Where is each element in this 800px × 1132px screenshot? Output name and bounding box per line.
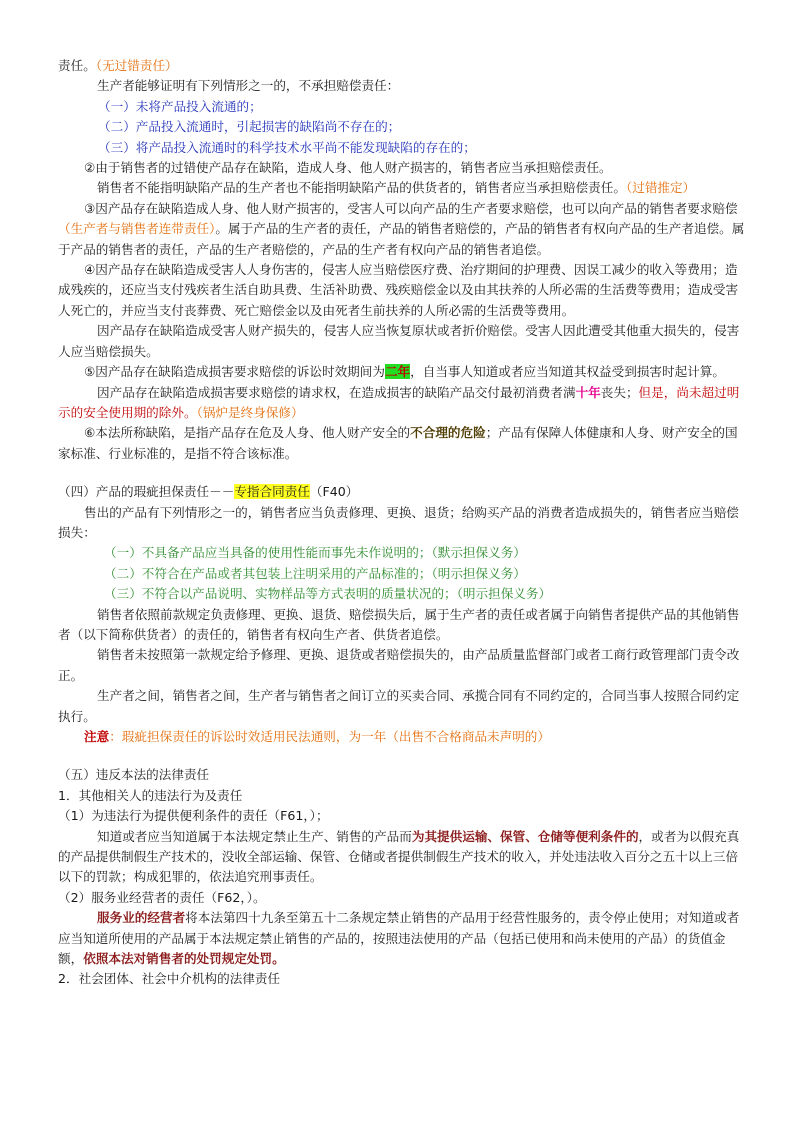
paragraph	[58, 423, 748, 464]
text-run: 服务业的经营者	[97, 910, 186, 926]
paragraph	[58, 321, 748, 362]
text-run: ⑥本法所称缺陷，是指产品存在危及人身、他人财产安全的	[84, 425, 411, 441]
text-run: 不合理的危险	[410, 425, 486, 441]
paragraph	[58, 383, 748, 424]
text-run: （一）未将产品投入流通的；	[98, 98, 262, 114]
text-run: 。属于产品的生产者的责任，产品的销售者赔偿的，产品的销售者有权向产品的生产者追偿。属于产品的销售者的责任，产品的生产者赔偿的，产品的生产者有权向产品的销售者追偿。	[58, 221, 745, 257]
text-run: 为其提供运输、保管、仓储等便利条件的	[411, 828, 639, 844]
text-run: 因产品存在缺陷造成受害人财产损失的，侵害人应当恢复原状或者折价赔偿。受害人因此遭受其他重大损失的，侵害人应当赔偿损失。	[58, 323, 740, 359]
paragraph	[58, 806, 748, 826]
text-run: （四）产品的瑕疵担保责任－－	[58, 484, 235, 500]
text-run: 销售者依照前款规定负责修理、更换、退货、赔偿损失后，属于生产者的责任或者属于向销售者提供产品的其他销售者（以下简称供货者）的责任的，销售者有权向生产者、供货者追偿。	[58, 606, 740, 642]
paragraph	[58, 503, 748, 544]
paragraph	[58, 117, 748, 137]
text-run: 销售者未按照第一款规定给予修理、更换、退货或者赔偿损失的，由产品质量监督部门或者工商行政管理部门责令改正。	[58, 647, 740, 683]
paragraph	[58, 605, 748, 646]
text-run: （二）不符合在产品或者其包装上注明采用的产品标准的；（明示担保义务）	[104, 565, 526, 581]
text-run: 将本法第四十九条至第五十二条规定禁止销售的产品用于经营性服务的，责令停止使用；对知道或者应当知道所使用的产品属于本法规定禁止销售的产品的，按照违法使用的产品（包括已使用和尚未使用的产品）的货值金额，	[58, 910, 740, 967]
paragraph	[58, 178, 748, 198]
text-run: （1）为违法行为提供便利条件的责任（F61，）；	[58, 808, 329, 824]
paragraph	[58, 76, 748, 96]
text-run: （2）服务业经营者的责任（F62，）。	[58, 889, 266, 905]
text-run: （无过错责任）	[95, 58, 178, 73]
paragraph	[58, 908, 748, 969]
text-run: 2．社会团体、社会中介机构的法律责任	[58, 971, 281, 987]
paragraph	[58, 199, 748, 260]
text-run: 丧失；	[600, 384, 639, 400]
text-run: ③因产品存在缺陷造成人身、他人财产损害的，受害人可以向产品的生产者要求赔偿，也可以向产品的销售者要求赔偿	[84, 200, 738, 216]
text-run: ④因产品存在缺陷造成受害人人身伤害的，侵害人应当赔偿医疗费、治疗期间的护理费、因误工减少的收入等费用；造成残疾的，还应当支付残疾者生活自助具费、生活补助费、残疾赔偿金以及由其扶养的人所必需的生活费等费用；造成受害人死亡的，并应当支付丧葬费、死亡赔偿金以及由死者生前扶养的人所必需的生活费等费用。	[58, 262, 739, 318]
paragraph	[58, 727, 748, 747]
paragraph	[58, 482, 748, 502]
text-run: （锅炉是终身保修）	[196, 404, 304, 420]
paragraph-gap	[58, 464, 748, 482]
paragraph	[58, 686, 748, 727]
text-run: （生产者与销售者连带责任）	[58, 221, 216, 237]
text-run: 销售者不能指明缺陷产品的生产者也不能指明缺陷产品的供货者的，销售者应当承担赔偿责任。	[97, 180, 626, 196]
text-run: （过错推定）	[625, 180, 696, 196]
text-run: （二）产品投入流通时，引起损害的缺陷尚不存在的；	[98, 119, 401, 135]
text-run: （F40）	[309, 484, 359, 500]
paragraph	[58, 97, 748, 117]
paragraph	[58, 888, 748, 908]
text-run: 依照本法对销售者的处罚规定处罚。	[83, 951, 285, 967]
text-run: 售出的产品有下列情形之一的，销售者应当负责修理、更换、退货；给购买产品的消费者造成损失的，销售者应当赔偿损失：	[58, 504, 739, 540]
text-run: 知道或者应当知道属于本法规定禁止生产、销售的产品而	[97, 828, 412, 844]
paragraph	[58, 786, 748, 806]
text-run: 二年	[384, 364, 411, 380]
paragraph	[58, 158, 748, 178]
paragraph	[58, 138, 748, 158]
paragraph	[58, 765, 748, 785]
text-run: ，自当事人知道或者应当知道其权益受到损害时起计算。	[410, 364, 725, 380]
text-run: （三）将产品投入流通时的科学技术水平尚不能发现缺陷的存在的；	[98, 139, 476, 155]
text-run: 1．其他相关人的违法行为及责任	[58, 787, 243, 803]
paragraph	[58, 260, 748, 321]
paragraph	[58, 584, 748, 604]
text-run: （五）违反本法的法律责任	[58, 767, 210, 783]
paragraph	[58, 969, 748, 989]
paragraph	[58, 543, 748, 563]
text-run: ②由于销售者的过错使产品存在缺陷，造成人身、他人财产损害的，销售者应当承担赔偿责任。	[84, 160, 612, 176]
text-run: 十年	[575, 384, 601, 400]
text-run: 生产者能够证明有下列情形之一的，不承担赔偿责任：	[97, 78, 400, 94]
paragraph	[58, 645, 748, 686]
text-run: ，或者为以假充真的产品提供制假生产技术的，没收全部运输、保管、仓储或者提供制假生产技术的收入，并处违法收入百分之五十以上三倍以下的罚款；构成犯罪的，依法追究刑事责任。	[58, 828, 740, 885]
paragraph	[58, 362, 748, 382]
paragraph	[58, 827, 748, 888]
text-run: 责任。	[58, 58, 96, 73]
paragraph	[58, 56, 748, 76]
text-run: ：瑕疵担保责任的诉讼时效适用民法通则，为一年（出售不合格商品未声明的）	[109, 729, 550, 744]
text-run: （三）不符合以产品说明、实物样品等方式表明的质量状况的；（明示担保义务）	[104, 586, 552, 602]
paragraph-gap	[58, 747, 748, 765]
text-run: ；产品有保障人体健康和人身、财产安全的国家标准、行业标准的，是指不符合该标准。	[58, 425, 738, 461]
text-run: 因产品存在缺陷造成损害要求赔偿的请求权，在造成损害的缺陷产品交付最初消费者满	[97, 384, 576, 400]
document-page	[58, 56, 748, 990]
paragraph	[58, 564, 748, 584]
text-run: 但是，尚未超过明示的安全使用期的除外。	[58, 384, 740, 420]
text-run: （一）不具备产品应当具备的使用性能而事先未作说明的；（默示担保义务）	[104, 545, 526, 561]
text-run: 注意	[84, 729, 110, 744]
text-run: ⑤因产品存在缺陷造成损害要求赔偿的诉讼时效期间为	[84, 364, 385, 380]
text-run: 生产者之间，销售者之间，生产者与销售者之间订立的买卖合同、承揽合同有不同约定的，合同当事人按照合同约定执行。	[58, 688, 740, 724]
text-run: 专指合同责任	[234, 484, 310, 500]
